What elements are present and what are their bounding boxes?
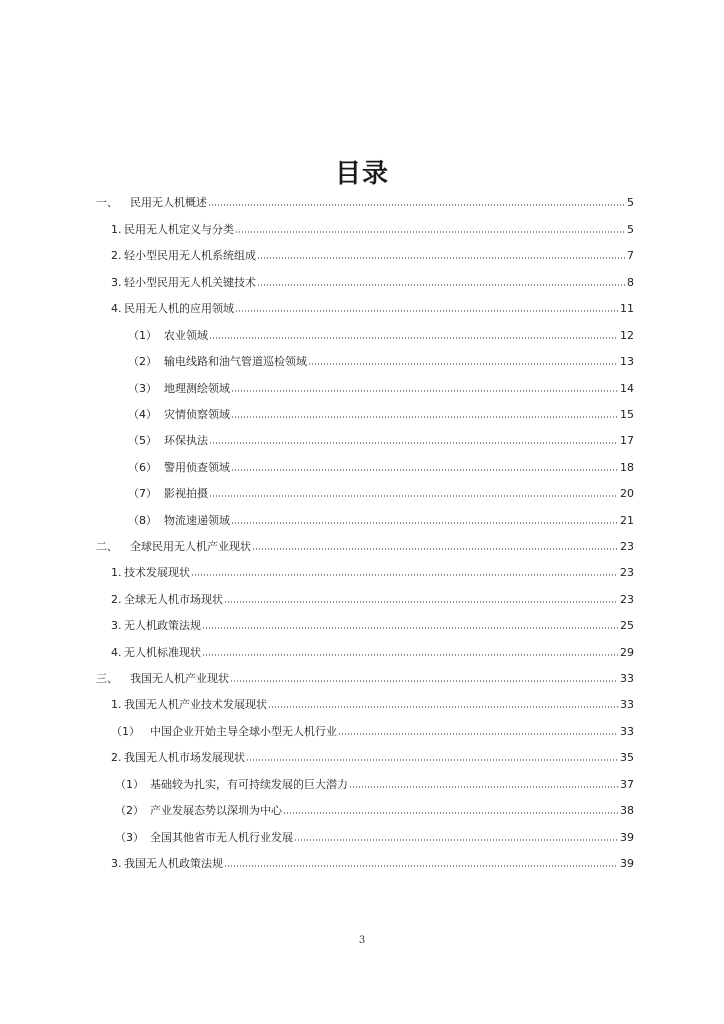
toc-entry-page: 13 xyxy=(620,355,634,368)
toc-entry-page: 35 xyxy=(620,751,634,764)
toc-entry-page: 15 xyxy=(620,408,634,421)
dot-leader xyxy=(294,830,618,841)
toc-entry-marker: （6） xyxy=(128,461,157,474)
toc-entry-page: 29 xyxy=(620,646,634,659)
toc-entry-page: 38 xyxy=(620,804,634,817)
toc-entry[interactable] xyxy=(111,723,634,741)
toc-entry[interactable] xyxy=(128,406,634,424)
toc-entry-marker: 2. xyxy=(111,249,122,262)
toc-entry-label: 我国无人机市场发展现状 xyxy=(124,751,245,764)
toc-entry-page: 25 xyxy=(620,619,634,632)
toc-entry-label: 输电线路和油气管道巡检领域 xyxy=(164,355,307,368)
toc-entry[interactable] xyxy=(111,617,634,635)
toc-entry[interactable] xyxy=(128,432,634,450)
toc-entry-label: 民用无人机概述 xyxy=(130,196,207,209)
toc-entry-page: 7 xyxy=(627,249,634,262)
toc-entry[interactable] xyxy=(111,749,634,767)
toc-entry-marker: （2） xyxy=(115,804,144,817)
dot-leader xyxy=(246,750,618,761)
toc-entry-marker: （3） xyxy=(115,831,144,844)
toc-entry-page: 23 xyxy=(620,593,634,606)
dot-leader xyxy=(252,539,618,550)
page-number: 3 xyxy=(358,935,366,946)
toc-entry-marker: 3. xyxy=(111,276,122,289)
dot-leader xyxy=(209,486,618,497)
dot-leader xyxy=(231,407,618,418)
toc-entry-page: 14 xyxy=(620,382,634,395)
toc-entry-page: 11 xyxy=(620,302,634,315)
dot-leader xyxy=(208,195,625,206)
toc-entry-marker: 1. xyxy=(111,223,122,236)
toc-entry-label: 产业发展态势以深圳为中心 xyxy=(150,804,282,817)
dot-leader xyxy=(231,381,618,392)
toc-entry-label: 轻小型民用无人机系统组成 xyxy=(124,249,256,262)
toc-entry-page: 39 xyxy=(620,857,634,870)
toc-entry-label: 我国无人机政策法规 xyxy=(124,857,223,870)
toc-entry-label: 物流速递领域 xyxy=(164,514,230,527)
toc-entry-page: 12 xyxy=(620,329,634,342)
dot-leader xyxy=(224,856,618,867)
toc-entry-label: 民用无人机的应用领域 xyxy=(124,302,234,315)
dot-leader xyxy=(202,618,618,629)
toc-entry[interactable] xyxy=(96,670,634,688)
toc-entry[interactable] xyxy=(111,247,634,265)
dot-leader xyxy=(231,460,618,471)
toc-entry-page: 23 xyxy=(620,566,634,579)
toc-entry-page: 17 xyxy=(620,434,634,447)
toc-entry[interactable] xyxy=(128,380,634,398)
toc-entry[interactable] xyxy=(111,591,634,609)
toc-entry-label: 全球无人机市场现状 xyxy=(124,593,223,606)
toc-entry-page: 33 xyxy=(620,725,634,738)
toc-entry-label: 警用侦查领域 xyxy=(164,461,230,474)
toc-entry[interactable] xyxy=(128,353,634,371)
toc-entry-label: 地理测绘领域 xyxy=(164,382,230,395)
toc-entry-marker: 三、 xyxy=(96,672,118,685)
toc-entry[interactable] xyxy=(128,485,634,503)
dot-leader xyxy=(224,592,618,603)
toc-entry-marker: （3） xyxy=(128,382,157,395)
toc-entry-label: 农业领域 xyxy=(164,329,208,342)
toc-entry-page: 18 xyxy=(620,461,634,474)
toc-entry-marker: 二、 xyxy=(96,540,118,553)
toc-entry-label: 我国无人机产业技术发展现状 xyxy=(124,698,267,711)
dot-leader xyxy=(257,275,625,286)
toc-entry[interactable] xyxy=(96,194,634,212)
toc-entry-label: 全国其他省市无人机行业发展 xyxy=(150,831,293,844)
toc-entry-marker: （7） xyxy=(128,487,157,500)
toc-entry-label: 灾情侦察领域 xyxy=(164,408,230,421)
dot-leader xyxy=(202,645,618,656)
toc-entry-label: 技术发展现状 xyxy=(124,566,190,579)
toc-entry[interactable] xyxy=(115,776,634,794)
toc-entry[interactable] xyxy=(96,538,634,556)
toc-entry[interactable] xyxy=(111,696,634,714)
dot-leader xyxy=(209,433,618,444)
toc-entry-page: 5 xyxy=(627,196,634,209)
toc-entry[interactable] xyxy=(111,300,634,318)
toc-entry-page: 23 xyxy=(620,540,634,553)
dot-leader xyxy=(338,724,618,735)
toc-entry-marker: 3. xyxy=(111,619,122,632)
toc-entry[interactable] xyxy=(111,855,634,873)
toc-entry[interactable] xyxy=(128,459,634,477)
toc-entry[interactable] xyxy=(115,829,634,847)
dot-leader xyxy=(209,328,618,339)
toc-entry-page: 33 xyxy=(620,672,634,685)
toc-entry[interactable] xyxy=(111,221,634,239)
dot-leader xyxy=(191,565,618,576)
toc-entry-label: 民用无人机定义与分类 xyxy=(124,223,234,236)
dot-leader xyxy=(230,671,618,682)
toc-entry-label: 无人机标准现状 xyxy=(124,646,201,659)
toc-entry-marker: （5） xyxy=(128,434,157,447)
toc-entry-marker: （2） xyxy=(128,355,157,368)
dot-leader xyxy=(283,803,618,814)
toc-entry-marker: 2. xyxy=(111,593,122,606)
dot-leader xyxy=(257,248,625,259)
toc-entry-marker: 1. xyxy=(111,698,122,711)
toc-entry-page: 5 xyxy=(627,223,634,236)
toc-entry-marker: 1. xyxy=(111,566,122,579)
toc-entry-label: 无人机政策法规 xyxy=(124,619,201,632)
toc-entry-page: 39 xyxy=(620,831,634,844)
page-title: 目录 xyxy=(334,159,389,189)
toc-entry-page: 20 xyxy=(620,487,634,500)
toc-entry[interactable] xyxy=(111,564,634,582)
toc-entry-page: 37 xyxy=(620,778,634,791)
toc-entry-marker: （1） xyxy=(128,329,157,342)
toc-entry[interactable] xyxy=(115,802,634,820)
dot-leader xyxy=(308,354,618,365)
toc-entry-label: 我国无人机产业现状 xyxy=(130,672,229,685)
toc-entry-label: 轻小型民用无人机关键技术 xyxy=(124,276,256,289)
dot-leader xyxy=(231,513,618,524)
toc-entry-label: 环保执法 xyxy=(164,434,208,447)
toc-entry[interactable] xyxy=(128,512,634,530)
toc-entry-marker: （4） xyxy=(128,408,157,421)
toc-entry-label: 影视拍摄 xyxy=(164,487,208,500)
toc-entry-label: 全球民用无人机产业现状 xyxy=(130,540,251,553)
toc-entry[interactable] xyxy=(111,644,634,662)
toc-entry-label: 中国企业开始主导全球小型无人机行业 xyxy=(150,725,337,738)
toc-entry-page: 8 xyxy=(627,276,634,289)
dot-leader xyxy=(349,777,618,788)
toc-entry[interactable] xyxy=(128,327,634,345)
toc-entry-marker: 一、 xyxy=(96,196,118,209)
toc-entry-label: 基础较为扎实，有可持续发展的巨大潜力 xyxy=(150,778,348,791)
toc-entry-marker: 3. xyxy=(111,857,122,870)
dot-leader xyxy=(268,697,618,708)
dot-leader xyxy=(235,222,625,233)
toc-entry[interactable] xyxy=(111,274,634,292)
toc-entry-marker: （8） xyxy=(128,514,157,527)
dot-leader xyxy=(235,301,618,312)
toc-entry-marker: （1） xyxy=(111,725,140,738)
toc-entry-marker: 4. xyxy=(111,302,122,315)
toc-entry-marker: （1） xyxy=(115,778,144,791)
toc-entry-page: 21 xyxy=(620,514,634,527)
toc-entry-page: 33 xyxy=(620,698,634,711)
toc-entry-marker: 4. xyxy=(111,646,122,659)
toc-entry-marker: 2. xyxy=(111,751,122,764)
